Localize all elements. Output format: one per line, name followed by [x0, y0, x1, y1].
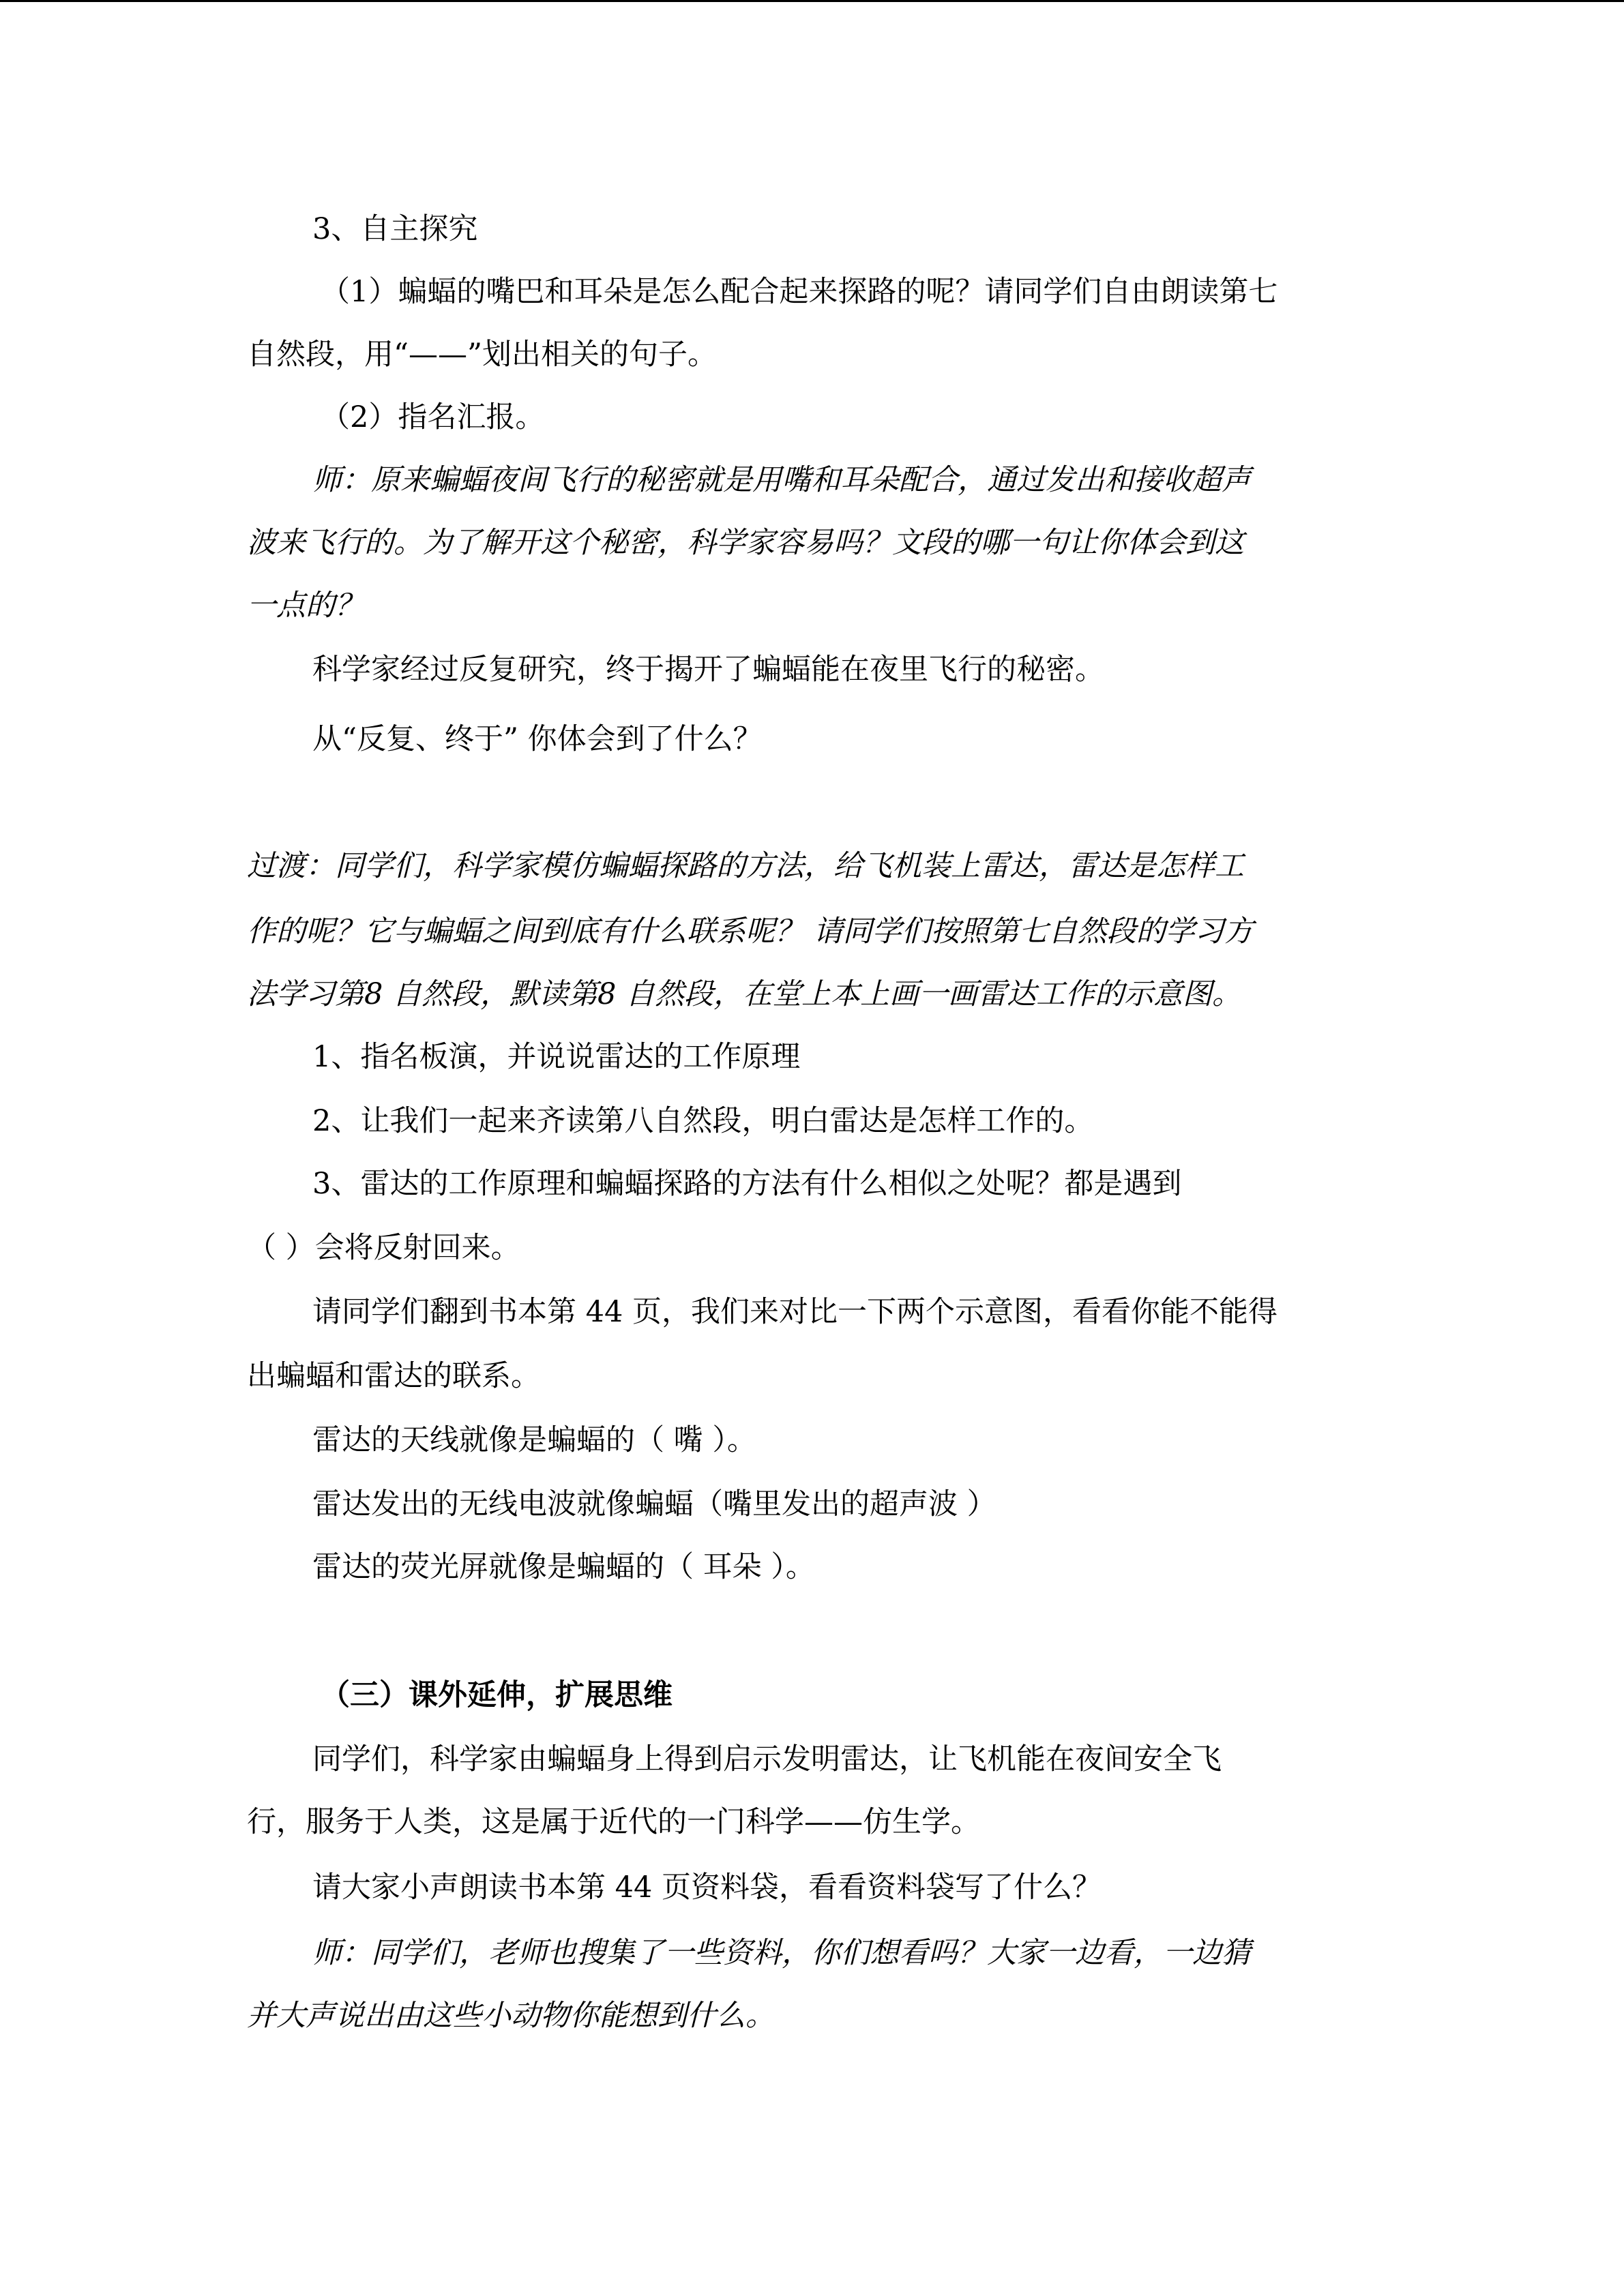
transition-line: 过渡：同学们，科学家模仿蝙蝠探路的方法，给飞机装上雷达，雷达是怎样工 — [247, 849, 1244, 883]
paragraph-line: （ ）会将反射回来。 — [247, 1231, 520, 1265]
paragraph-line: 同学们，科学家由蝙蝠身上得到启示发明雷达，让飞机能在夜间安全飞 — [312, 1742, 1222, 1776]
teacher-line: 师：同学们，老师也搜集了一些资料，你们想看吗？大家一边看，一边猜 — [312, 1936, 1251, 1970]
paragraph-line: 请大家小声朗读书本第 44 页资料袋，看看资料袋写了什么？ — [312, 1870, 1102, 1905]
transition-line: 法学习第8 自然段，默读第8 自然段，在堂上本上画一画雷达工作的示意图。 — [247, 977, 1242, 1011]
teacher-line: 师：原来蝙蝠夜间飞行的秘密就是用嘴和耳朵配合，通过发出和接收超声 — [312, 463, 1251, 497]
comparison-line: 雷达发出的无线电波就像蝙蝠（嘴里发出的超声波 ） — [312, 1487, 996, 1521]
paragraph-line: 行，服务于人类，这是属于近代的一门科学——仿生学。 — [247, 1805, 980, 1839]
paragraph-line: 出蝙蝠和雷达的联系。 — [247, 1359, 540, 1393]
paragraph-line: （1）蝙蝠的嘴巴和耳朵是怎么配合起来探路的呢？请同学们自由朗读第七 — [321, 275, 1278, 309]
list-item: 1、指名板演，并说说雷达的工作原理 — [312, 1040, 801, 1074]
comparison-line: 雷达的荧光屏就像是蝙蝠的（ 耳朵 ）。 — [312, 1550, 815, 1584]
comparison-line: 雷达的天线就像是蝙蝠的（ 嘴 ）。 — [312, 1423, 756, 1457]
paragraph-line: 自然段，用“——”划出相关的句子。 — [247, 338, 717, 372]
list-item: 2、让我们一起来齐读第八自然段，明白雷达是怎样工作的。 — [312, 1104, 1094, 1138]
teacher-line: 波来飞行的。为了解开这个秘密，科学家容易吗？文段的哪一句让你体会到这 — [247, 526, 1244, 560]
section-heading-extension: （三）课外延伸，扩展思维 — [321, 1678, 673, 1712]
teacher-line: 一点的？ — [247, 588, 364, 623]
paragraph-line: 科学家经过反复研究，终于揭开了蝙蝠能在夜里飞行的秘密。 — [312, 653, 1104, 687]
paragraph-line: 请同学们翻到书本第 44 页，我们来对比一下两个示意图，看看你能不能得 — [312, 1295, 1278, 1329]
transition-line: 作的呢？它与蝙蝠之间到底有什么联系呢？ 请同学们按照第七自然段的学习方 — [247, 914, 1254, 949]
teacher-line: 并大声说出由这些小动物你能想到什么。 — [247, 1999, 775, 2033]
section-heading-self-exploration: 3、自主探究 — [312, 212, 478, 246]
paragraph-line: 从“反复、终于” 你体会到了什么？ — [312, 722, 763, 756]
list-item: 3、雷达的工作原理和蝙蝠探路的方法有什么相似之处呢？都是遇到 — [312, 1167, 1182, 1201]
paragraph-line: （2）指名汇报。 — [321, 400, 545, 434]
